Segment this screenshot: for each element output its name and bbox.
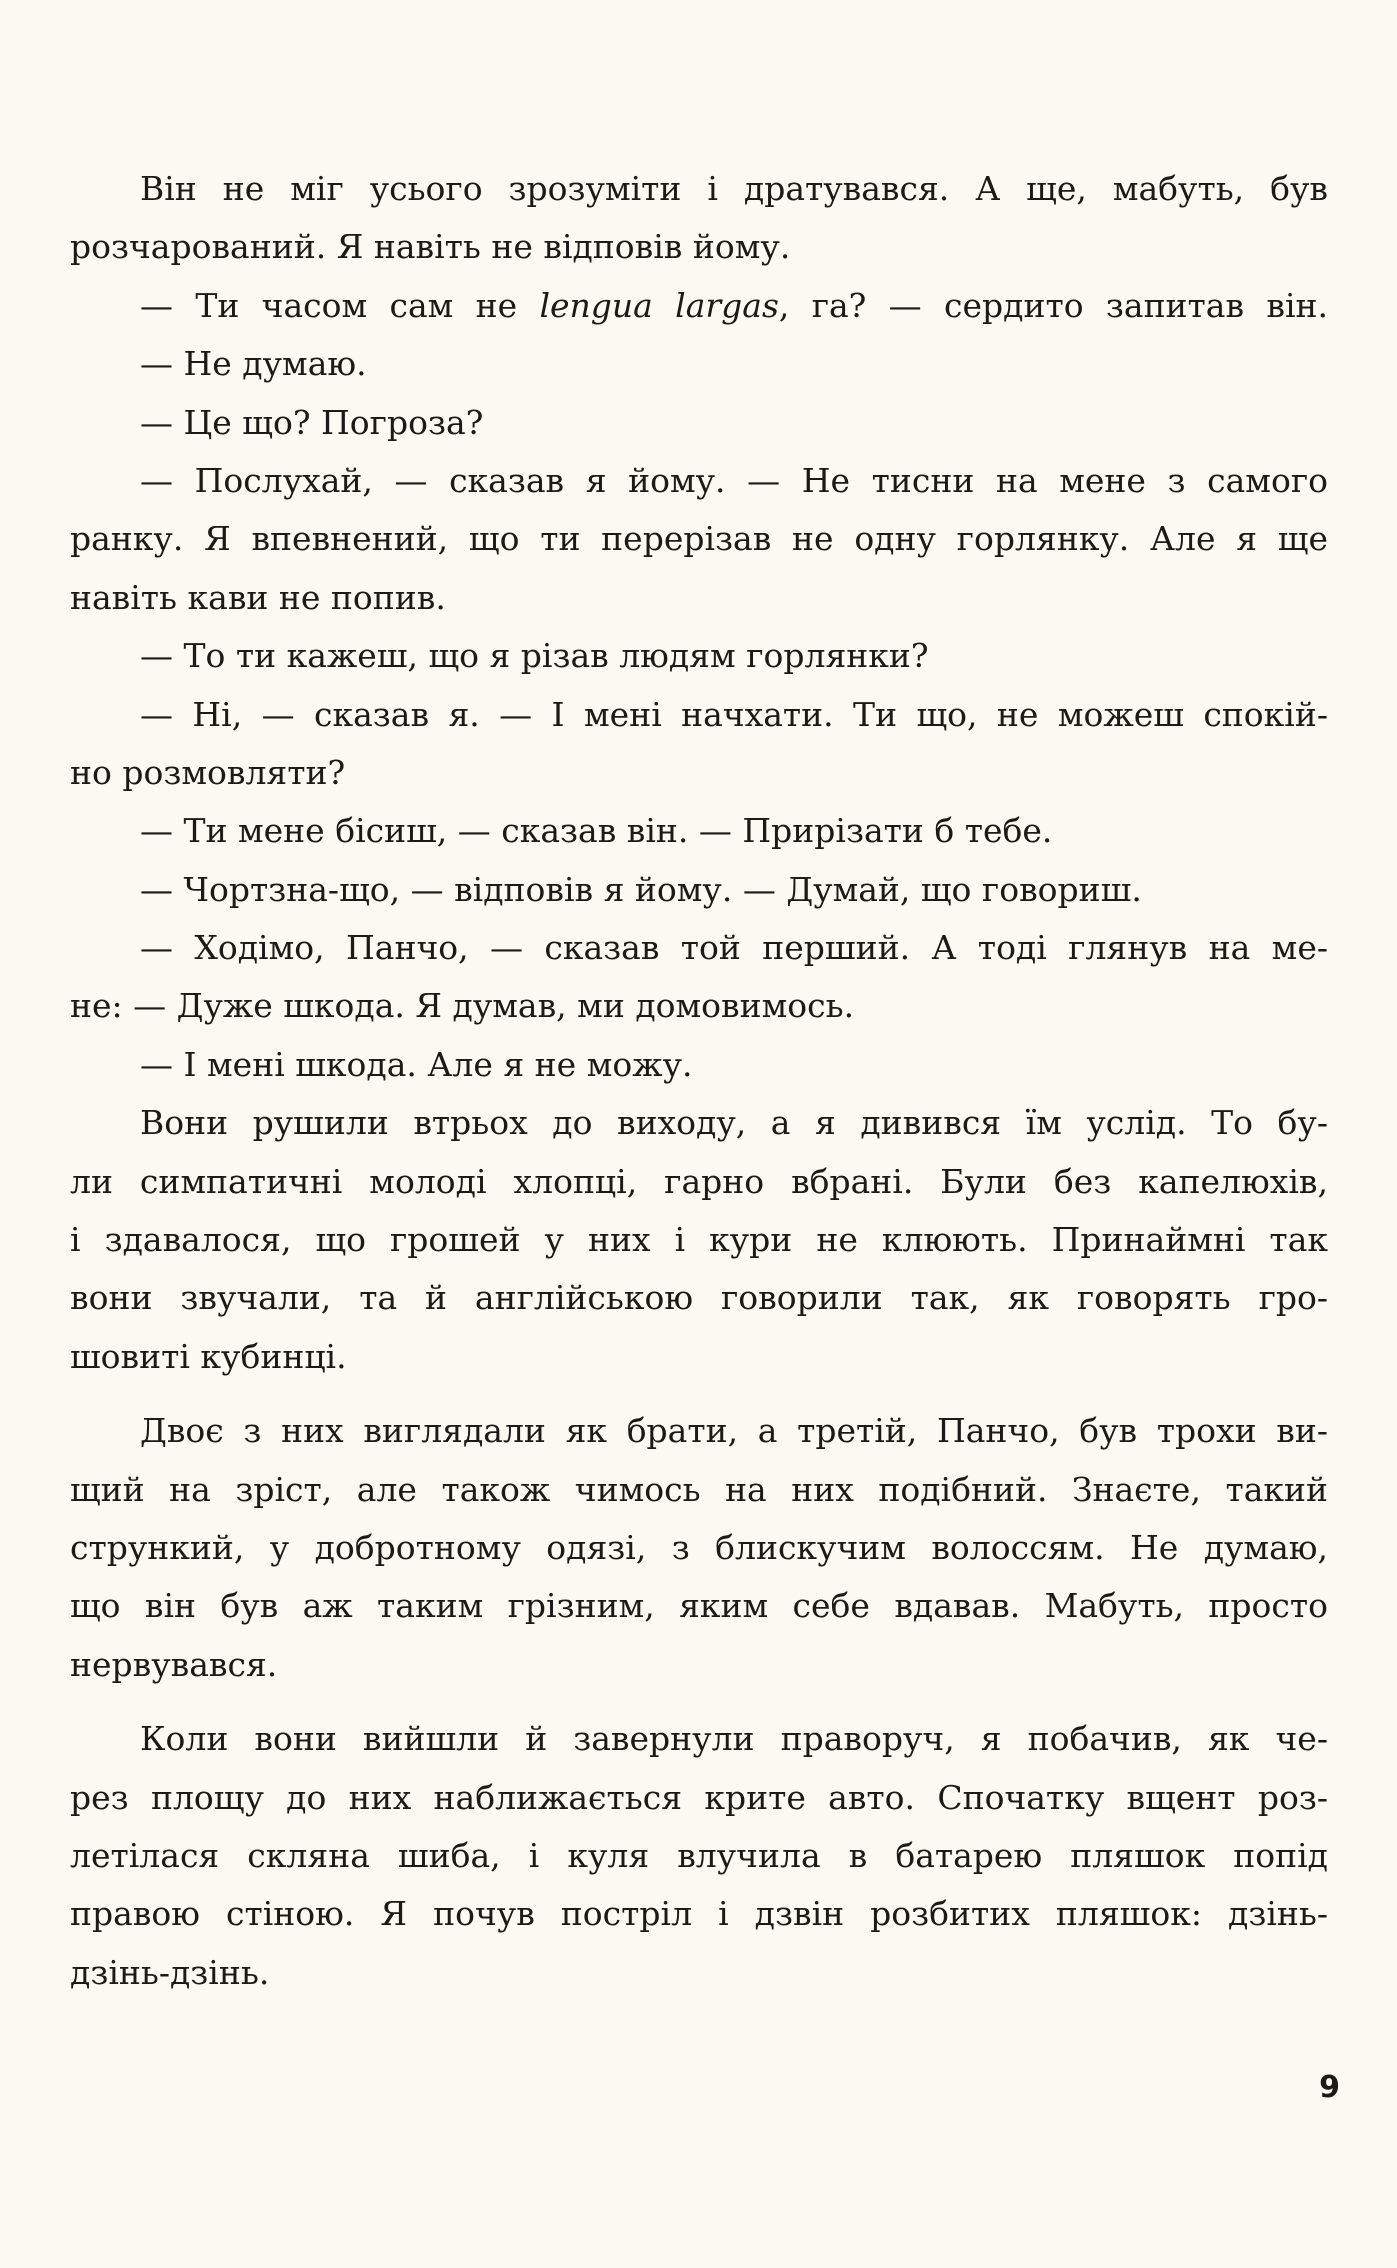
text-line: ранку. Я впевнений, що ти перерізав не одну горлянку. Але я ще [70, 519, 1328, 559]
text-line: розчарований. Я навіть не відповів йому. [70, 227, 791, 267]
text-line [70, 277, 1328, 335]
text-line: но розмовляти? [70, 752, 346, 792]
italic-phrase: lengua largas [539, 285, 779, 325]
text-segment: , га? — сердито запитав він. [778, 285, 1328, 325]
text-line: вони звучали, та й англійською говорили так, як говорять гро- [70, 1278, 1328, 1318]
text-line: щий на зріст, але також чимось на них подібний. Знаєте, такий [70, 1469, 1328, 1509]
paragraph-gap [70, 1386, 1328, 1402]
text-line: — І мені шкода. Але я не можу. [140, 1044, 693, 1084]
text-line: стрункий, у добротному одязі, з блискучим волоссям. Не думаю, [70, 1527, 1328, 1567]
text-line: — Це що? Погроза? [140, 402, 484, 442]
text-line: — Ти мене бісиш, — сказав він. — Прирізати б тебе. [140, 811, 1053, 851]
text-line: правою стіною. Я почув постріл і дзвін розбитих пляшок: дзінь- [70, 1894, 1328, 1934]
text-line: Вони рушили втрьох до виходу, а я дивився їм услід. То бу- [140, 1103, 1328, 1143]
text-line: летілася скляна шиба, і куля влучила в батарею пляшок попід [70, 1835, 1328, 1875]
text-segment: — Ти часом сам не [140, 285, 540, 325]
text-line: не: — Дуже шкода. Я думав, ми домовимось. [70, 986, 855, 1026]
text-line: Він не міг усього зрозуміти і дратувався. А ще, мабуть, був [140, 169, 1328, 208]
paragraph-gap [70, 1694, 1328, 1710]
text-line: Двоє з них виглядали як брати, а третій, Панчо, був трохи ви- [140, 1411, 1328, 1451]
text-line: нервувався. [70, 1644, 278, 1684]
text-line: дзінь-дзінь. [70, 1952, 270, 1992]
text-line: і здавалося, що грошей у них і кури не клюють. Принаймні так [70, 1220, 1328, 1260]
text-line: рез площу до них наближається крите авто. Спочатку вщент роз- [70, 1777, 1328, 1817]
text-line: — То ти кажеш, що я різав людям горлянки? [140, 636, 929, 676]
text-line: Коли вони вийшли й завернули праворуч, я побачив, як че- [140, 1719, 1328, 1759]
text-line: шовиті кубинці. [70, 1336, 347, 1376]
text-line: — Чортзна-що, — відповів я йому. — Думай, що говориш. [140, 869, 1142, 909]
text-line: — Послухай, — сказав я йому. — Не тисни на мене з самого [140, 460, 1328, 500]
text-line: — Не думаю. [140, 344, 367, 384]
text-line: — Ні, — сказав я. — І мені начхати. Ти що, не можеш спокій- [140, 694, 1328, 734]
text-line: ли симпатичні молоді хлопці, гарно вбрані. Були без капелюхів, [70, 1161, 1328, 1201]
page-number: 9 [1319, 2070, 1340, 2105]
text-line: що він був аж таким грізним, яким себе вдавав. Мабуть, просто [70, 1586, 1328, 1626]
body-text [70, 160, 1328, 2002]
text-line: навіть кави не попив. [70, 577, 446, 617]
text-line: — Ходімо, Панчо, — сказав той перший. А тоді глянув на ме- [140, 928, 1328, 968]
